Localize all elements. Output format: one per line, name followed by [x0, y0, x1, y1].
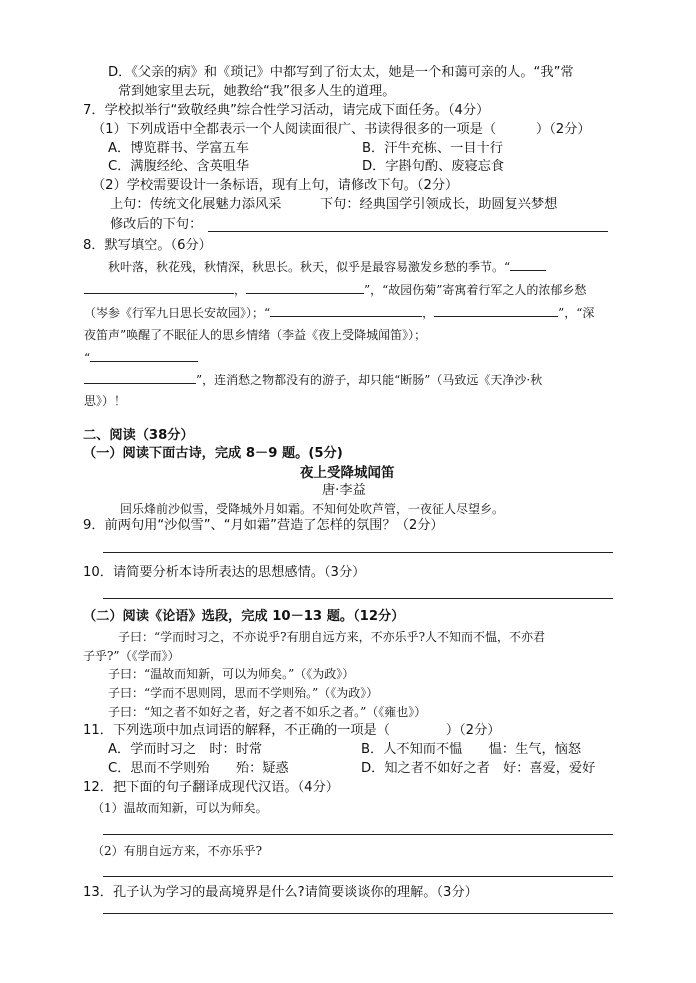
q8-text-1: 秋叶落，秋花残，秋情深，秋思长。秋天，似乎是最容易激发乡愁的季节。“ — [108, 260, 511, 274]
q8-blank-5[interactable] — [90, 349, 198, 362]
q7-sub1 — [92, 121, 591, 139]
poem-text: 回乐烽前沙似雪，受降城外月如霜。不知何处吹芦管，一夜征人尽望乡。 — [120, 502, 505, 516]
q13-answer-line[interactable] — [103, 913, 613, 914]
q13-stem: 13．孔子认为学习的最高境界是什么?请简要谈谈你的理解。（3分） — [83, 885, 478, 900]
section2-heading: （二）阅读《论语》选段，完成 10－13 题。（12分） — [83, 609, 405, 624]
q8-sep-2: ， — [422, 306, 435, 320]
q10-answer-line[interactable] — [103, 598, 613, 599]
q7-sub1-text: （1）下列成语中全都表示一个人阅读面很广、书读得很多的一项是（ — [92, 122, 497, 137]
q11-stem — [83, 722, 500, 740]
q8-text-3: （岑参《行军九日思长安故园》）；“ — [84, 306, 271, 320]
q8-blank-6[interactable] — [84, 371, 196, 384]
q8-text-4: ”，“深 — [558, 306, 595, 320]
q11-stem-tail: ）（2分） — [445, 723, 501, 738]
q9-stem: 9．前两句用“沙似雪”、“月如霜”营造了怎样的氛围？（2分） — [83, 518, 444, 533]
lunyu-passage-1b: 子乎?”（《学而》） — [83, 649, 180, 663]
q8-para-line5 — [84, 349, 198, 367]
q8-stem: 8．默写填空。（6分） — [83, 238, 212, 253]
poem-title: 夜上受降城闻笛 — [300, 465, 395, 481]
q8-blank-1a[interactable] — [510, 258, 546, 271]
lunyu-passage-4: 子曰：“知之者不如好之者，好之者不如乐之者。”（《雍也》） — [108, 705, 427, 719]
q8-blank-1b[interactable] — [84, 281, 234, 294]
q7-revised-label: 修改后的下句： — [110, 217, 203, 232]
lunyu-passage-3: 子曰：“学而不思则罔，思而不学则殆。”（《为政》） — [108, 686, 379, 700]
q8-para-line1 — [108, 258, 546, 276]
part2-heading: 二、阅读（38分） — [83, 428, 194, 443]
q12-2-answer-line[interactable] — [103, 876, 613, 877]
q11-option-c: C．思而不学则殆 殆：疑惑 — [108, 761, 289, 776]
q12-sentence-2: （2）有朋自远方来，不亦乐乎? — [92, 844, 263, 858]
q6-option-d-line1: D．《父亲的病》和《琐记》中都写到了衍太太，她是一个和蔼可亲的人。“我”常 — [108, 65, 574, 80]
poem-author: 唐·李益 — [322, 483, 366, 498]
q11-option-b: B．人不知而不愠 愠：生气，恼怒 — [361, 742, 582, 757]
q9-answer-line[interactable] — [103, 552, 613, 553]
q8-para-line7: 思》）！ — [84, 394, 127, 408]
lunyu-passage-2: 子曰：“温故而知新，可以为师矣。”（《为政》） — [108, 667, 355, 681]
q7-upper-line: 上句：传统文化展魅力添风采 — [110, 197, 282, 212]
q11-stem-text: 11．下列选项中加点词语的解释，不正确的一项是（ — [83, 723, 390, 738]
q7-option-c: C．满腹经纶、含英咀华 — [108, 159, 250, 174]
q12-stem: 12．把下面的句子翻译成现代汉语。（4分） — [83, 780, 339, 795]
q8-para-line2 — [84, 281, 586, 299]
q8-blank-4[interactable] — [434, 304, 558, 317]
q10-stem: 10．请简要分析本诗所表达的思想感情。（3分） — [83, 565, 366, 580]
q8-blank-3[interactable] — [270, 304, 422, 317]
q11-option-a: A．学而时习之 时：时常 — [108, 742, 263, 757]
q6-option-d-line2: 常到她家里去玩，她教给“我”很多人生的道理。 — [118, 84, 396, 99]
q7-option-d: D．字斟句酌、废寝忘食 — [362, 159, 505, 174]
q12-1-answer-line[interactable] — [103, 834, 613, 835]
q8-text-5: “ — [84, 351, 91, 365]
q7-option-a: A．博览群书、学富五车 — [108, 141, 249, 156]
q12-sentence-1: （1）温故而知新，可以为师矣。 — [92, 801, 268, 815]
q7-stem: 7．学校拟举行“致敬经典”综合性学习活动，请完成下面任务。（4分） — [83, 103, 490, 118]
q7-revised-answer-line[interactable] — [208, 231, 608, 232]
q11-option-d: D．知之者不如好之者 好：喜爱，爱好 — [361, 761, 596, 776]
q8-para-line4: 夜笛声”唤醒了不眠征人的思乡情绪（李益《夜上受降城闻笛》）； — [84, 328, 427, 342]
q8-text-6: ”，连消愁之物都没有的游子，却只能“断肠”（马致远《天净沙·秋 — [196, 373, 543, 387]
q8-para-line6 — [84, 371, 542, 389]
q7-lower-line: 下句：经典国学引领成长，助圆复兴梦想 — [320, 197, 558, 212]
q8-sep-1: ， — [234, 283, 247, 297]
section1-heading: （一）阅读下面古诗，完成 8－9 题。(5分) — [83, 446, 343, 461]
q8-para-line3 — [84, 304, 594, 322]
lunyu-passage-1a: 子曰：“学而时习之，不亦说乎?有朋自远方来，不亦乐乎?人不知而不愠，不亦君 — [118, 630, 546, 644]
q7-sub1-tail: ）（2分） — [536, 122, 591, 137]
q7-sub2: （2）学校需要设计一条标语，现有上句，请修改下句。（2分） — [92, 178, 459, 193]
q8-blank-2[interactable] — [246, 281, 364, 294]
q7-option-b: B．汗牛充栋、一目十行 — [362, 141, 503, 156]
q8-text-2: ”，“故园伤菊”寄寓着行军之人的浓郁乡愁 — [364, 283, 587, 297]
